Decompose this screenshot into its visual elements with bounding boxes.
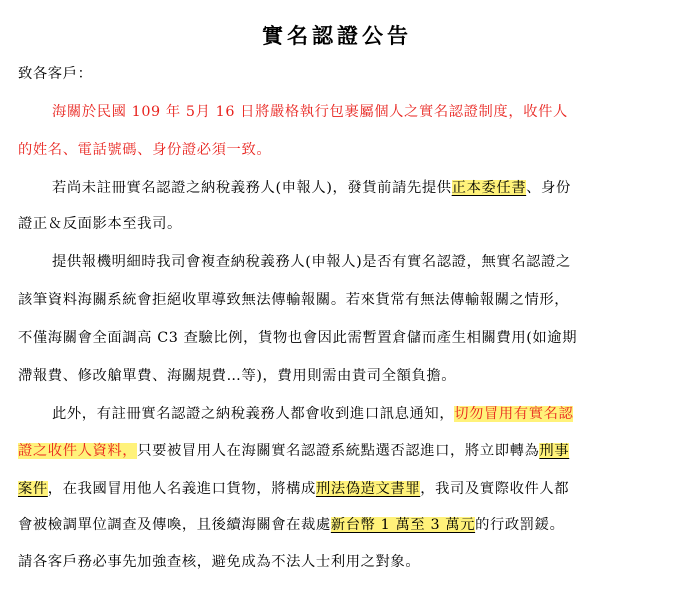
- warning-highlight-part2: 證之收件人資料，: [18, 443, 138, 459]
- para4-text-a: 此外，有註冊實名認證之納稅義務人都會收到進口訊息通知，: [52, 406, 455, 422]
- power-of-attorney-highlight: 正本委任書: [451, 180, 527, 196]
- para4-text-e: 會被檢調單位調查及傳喚，且後續海關會在裁處: [18, 517, 331, 533]
- para3-line3: 不僅海關會全面調高 C3 查驗比例，貨物也會因此需暫置倉儲而產生相關費用(如逾期: [18, 330, 578, 346]
- para4-text-f: 的行政罰鍰。: [475, 517, 565, 533]
- para1-line2: 的姓名、電話號碼、身份證必須一致。: [18, 142, 272, 158]
- para4-line1: [52, 404, 573, 424]
- para2-text-b: 、身份: [526, 180, 571, 196]
- criminal-case-highlight-part2: 案件: [18, 481, 48, 497]
- para4-text-b: 只要被冒用人在海關實名認證系統點選否認進口，將立即轉為: [137, 443, 540, 459]
- closing-line: 請各客戶務必事先加強查核，避免成為不法人士利用之對象。: [18, 554, 421, 570]
- para3-line2: 該筆資料海關系統會拒絕收單導致無法傳輸報關。若來貨常有無法傳輸報關之情形，: [18, 292, 570, 308]
- para4-line4: [18, 515, 564, 535]
- para4-line2: [18, 441, 569, 461]
- para4-line3: [18, 479, 569, 499]
- criminal-case-highlight-part1: 刑事: [539, 443, 570, 459]
- para2-text-a: 若尚未註冊實名認證之納稅義務人(申報人)，發貨前請先提供: [52, 180, 452, 196]
- fine-amount-highlight: 新台幣 1 萬至 3 萬元: [330, 517, 476, 533]
- page-title: 實名認證公告: [262, 23, 412, 48]
- warning-highlight-part1: 切勿冒用有實名認: [454, 406, 574, 422]
- para4-text-c: ，在我國冒用他人名義進口貨物，將構成: [47, 481, 316, 497]
- greeting: 致各客戶：: [18, 66, 93, 82]
- para4-text-d: ，我司及實際收件人都: [420, 481, 570, 497]
- forgery-crime-highlight: 刑法偽造文書罪: [315, 481, 421, 497]
- para3-line1: 提供報機明細時我司會複查納稅義務人(申報人)是否有實名認證，無實名認證之: [52, 254, 571, 270]
- para3-line4: 滯報費、修改艙單費、海關規費…等)，費用則需由貴司全額負擔。: [18, 368, 457, 384]
- para2-line2: 證正＆反面影本至我司。: [18, 216, 182, 232]
- para2-line1: [52, 178, 571, 198]
- para1-line1: 海關於民國 109 年 5月 16 日將嚴格執行包裹屬個人之實名認證制度，收件人: [52, 104, 568, 120]
